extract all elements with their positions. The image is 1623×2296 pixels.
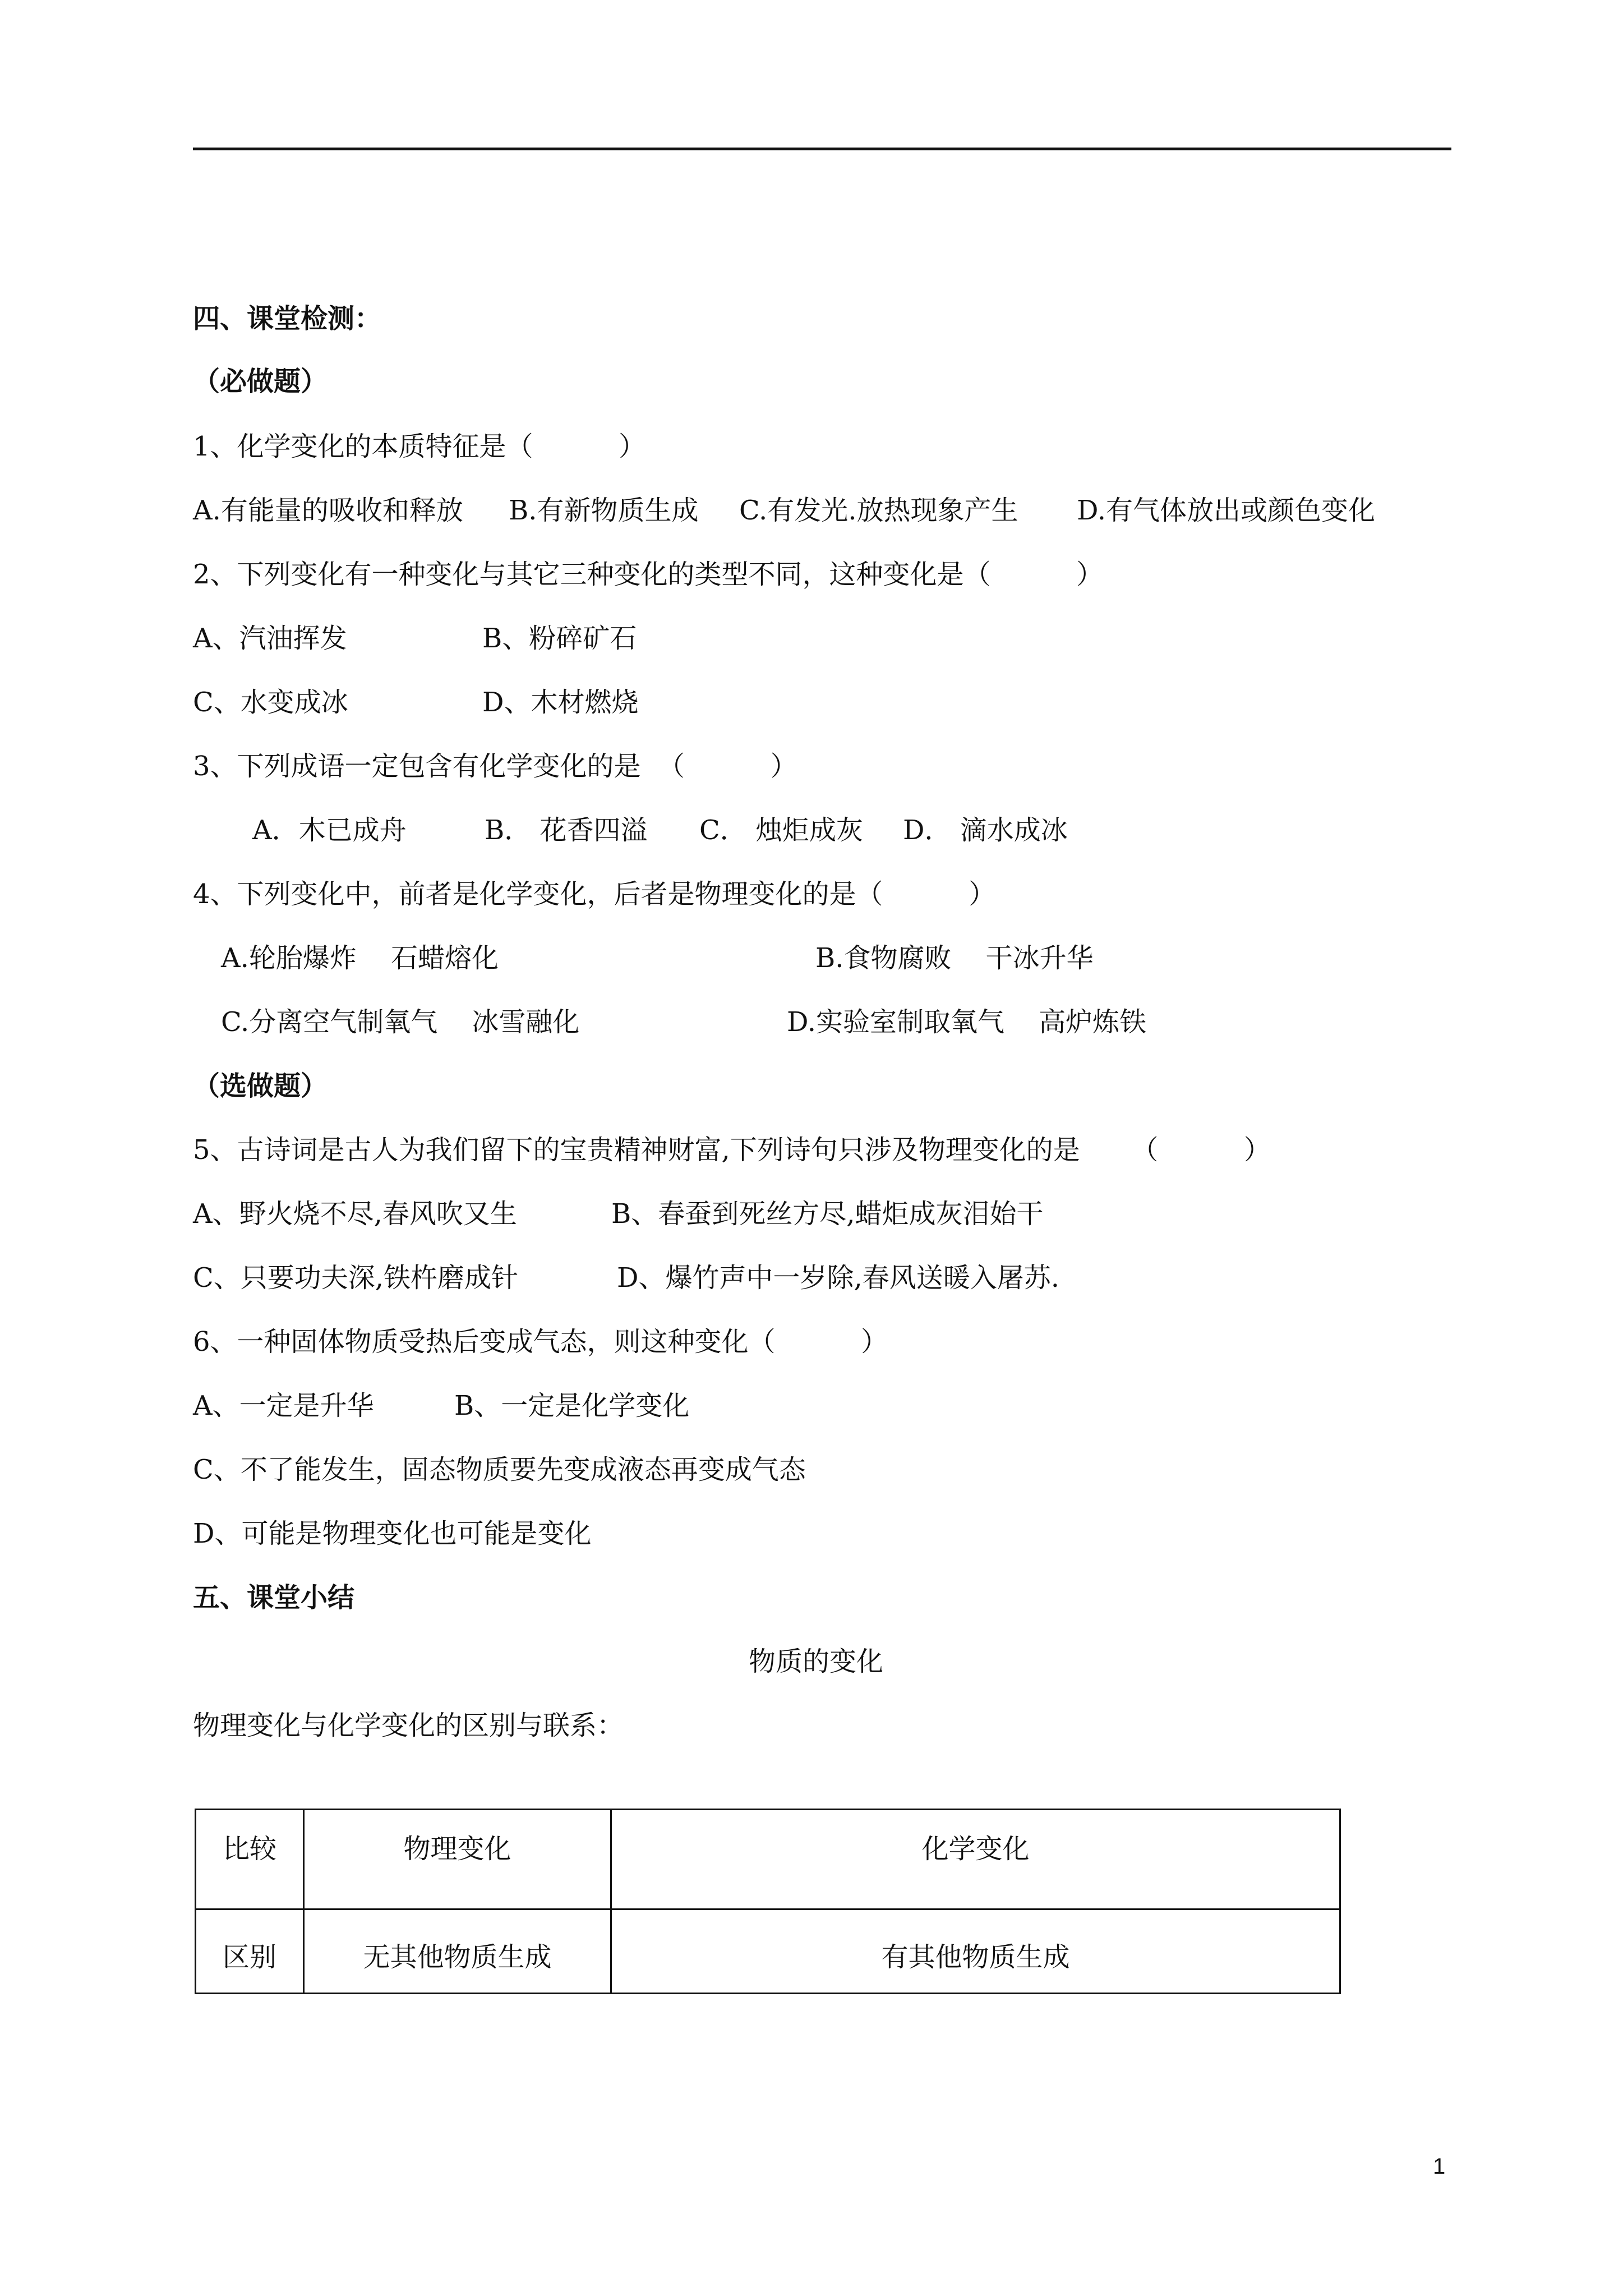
q3-option-b: B． 花香四溢 — [485, 815, 648, 846]
q6-option-b: B、一定是化学变化 — [454, 1390, 690, 1421]
q5-option-b: B、春蚕到死丝方尽,蜡炬成灰泪始干 — [611, 1198, 1044, 1230]
q3-option-c: C． 烛炬成灰 — [699, 815, 863, 846]
q3-option-d: D． 滴水成冰 — [903, 815, 1068, 846]
q5-stem: 5、古诗词是古人为我们留下的宝贵精神财富,下列诗句只涉及物理变化的是 （ ） — [193, 1134, 1271, 1166]
table-cell: 无其他物质生成 — [304, 1910, 611, 1994]
q6-option-d: D、可能是物理变化也可能是变化 — [193, 1518, 592, 1549]
q4-option-a: A.轮胎爆炸 石蜡熔化 — [221, 942, 499, 974]
q2-option-d: D、木材燃烧 — [482, 687, 639, 718]
q4-option-c: C.分离空气制氧气 冰雪融化 — [221, 1006, 580, 1038]
q6-option-c: C、不了能发生，固态物质要先变成液态再变成气态 — [193, 1454, 806, 1485]
q3-stem: 3、下列成语一定包含有化学变化的是 （ ） — [193, 751, 797, 782]
q6-option-a: A、一定是升华 — [193, 1390, 374, 1421]
table-header-row — [196, 1810, 1340, 1910]
section5-heading: 五、课堂小结 — [193, 1582, 355, 1613]
q2-option-c: C、水变成冰 — [193, 687, 348, 718]
table-row — [196, 1910, 1340, 1994]
page-number: 1 — [1433, 2154, 1446, 2179]
q5-option-c: C、只要功夫深,铁杵磨成针 — [193, 1262, 518, 1294]
table-header-cell: 比较 — [196, 1810, 304, 1910]
q1-stem: 1、化学变化的本质特征是（ ） — [193, 431, 646, 462]
q4-option-b: B.食物腐败 干冰升华 — [815, 942, 1094, 974]
q5-option-a: A、野火烧不尽,春风吹又生 — [193, 1198, 517, 1230]
section5-intro: 物理变化与化学变化的区别与联系： — [193, 1710, 624, 1741]
optional-label: （选做题） — [193, 1070, 328, 1102]
q4-option-d: D.实验室制取氧气 高炉炼铁 — [787, 1006, 1147, 1038]
q5-option-d: D、爆竹声中一岁除,春风送暖入屠苏. — [617, 1262, 1060, 1294]
q2-option-a: A、汽油挥发 — [193, 623, 347, 654]
table-header-cell: 化学变化 — [611, 1810, 1340, 1910]
q1-option-c: C.有发光.放热现象产生 — [739, 495, 1018, 526]
header-rule — [193, 148, 1451, 150]
section4-heading: 四、课堂检测： — [193, 303, 382, 334]
table-cell: 有其他物质生成 — [611, 1910, 1340, 1994]
q2-option-b: B、粉碎矿石 — [482, 623, 637, 654]
q2-stem: 2、下列变化有一种变化与其它三种变化的类型不同，这种变化是（ ） — [193, 559, 1104, 590]
table-cell: 区别 — [196, 1910, 304, 1994]
q1-option-a: A.有能量的吸收和释放 — [193, 495, 463, 526]
q1-option-b: B.有新物质生成 — [509, 495, 699, 526]
q3-option-a: A．木已成舟 — [252, 815, 407, 846]
section5-subtitle: 物质的变化 — [748, 1646, 883, 1677]
q4-stem: 4、下列变化中，前者是化学变化，后者是物理变化的是（ ） — [193, 878, 996, 910]
q1-option-d: D.有气体放出或颜色变化 — [1077, 495, 1376, 526]
comparison-table — [195, 1809, 1341, 1994]
required-label: （必做题） — [193, 366, 328, 397]
table-header-cell: 物理变化 — [304, 1810, 611, 1910]
q6-stem: 6、一种固体物质受热后变成气态，则这种变化（ ） — [193, 1326, 888, 1358]
